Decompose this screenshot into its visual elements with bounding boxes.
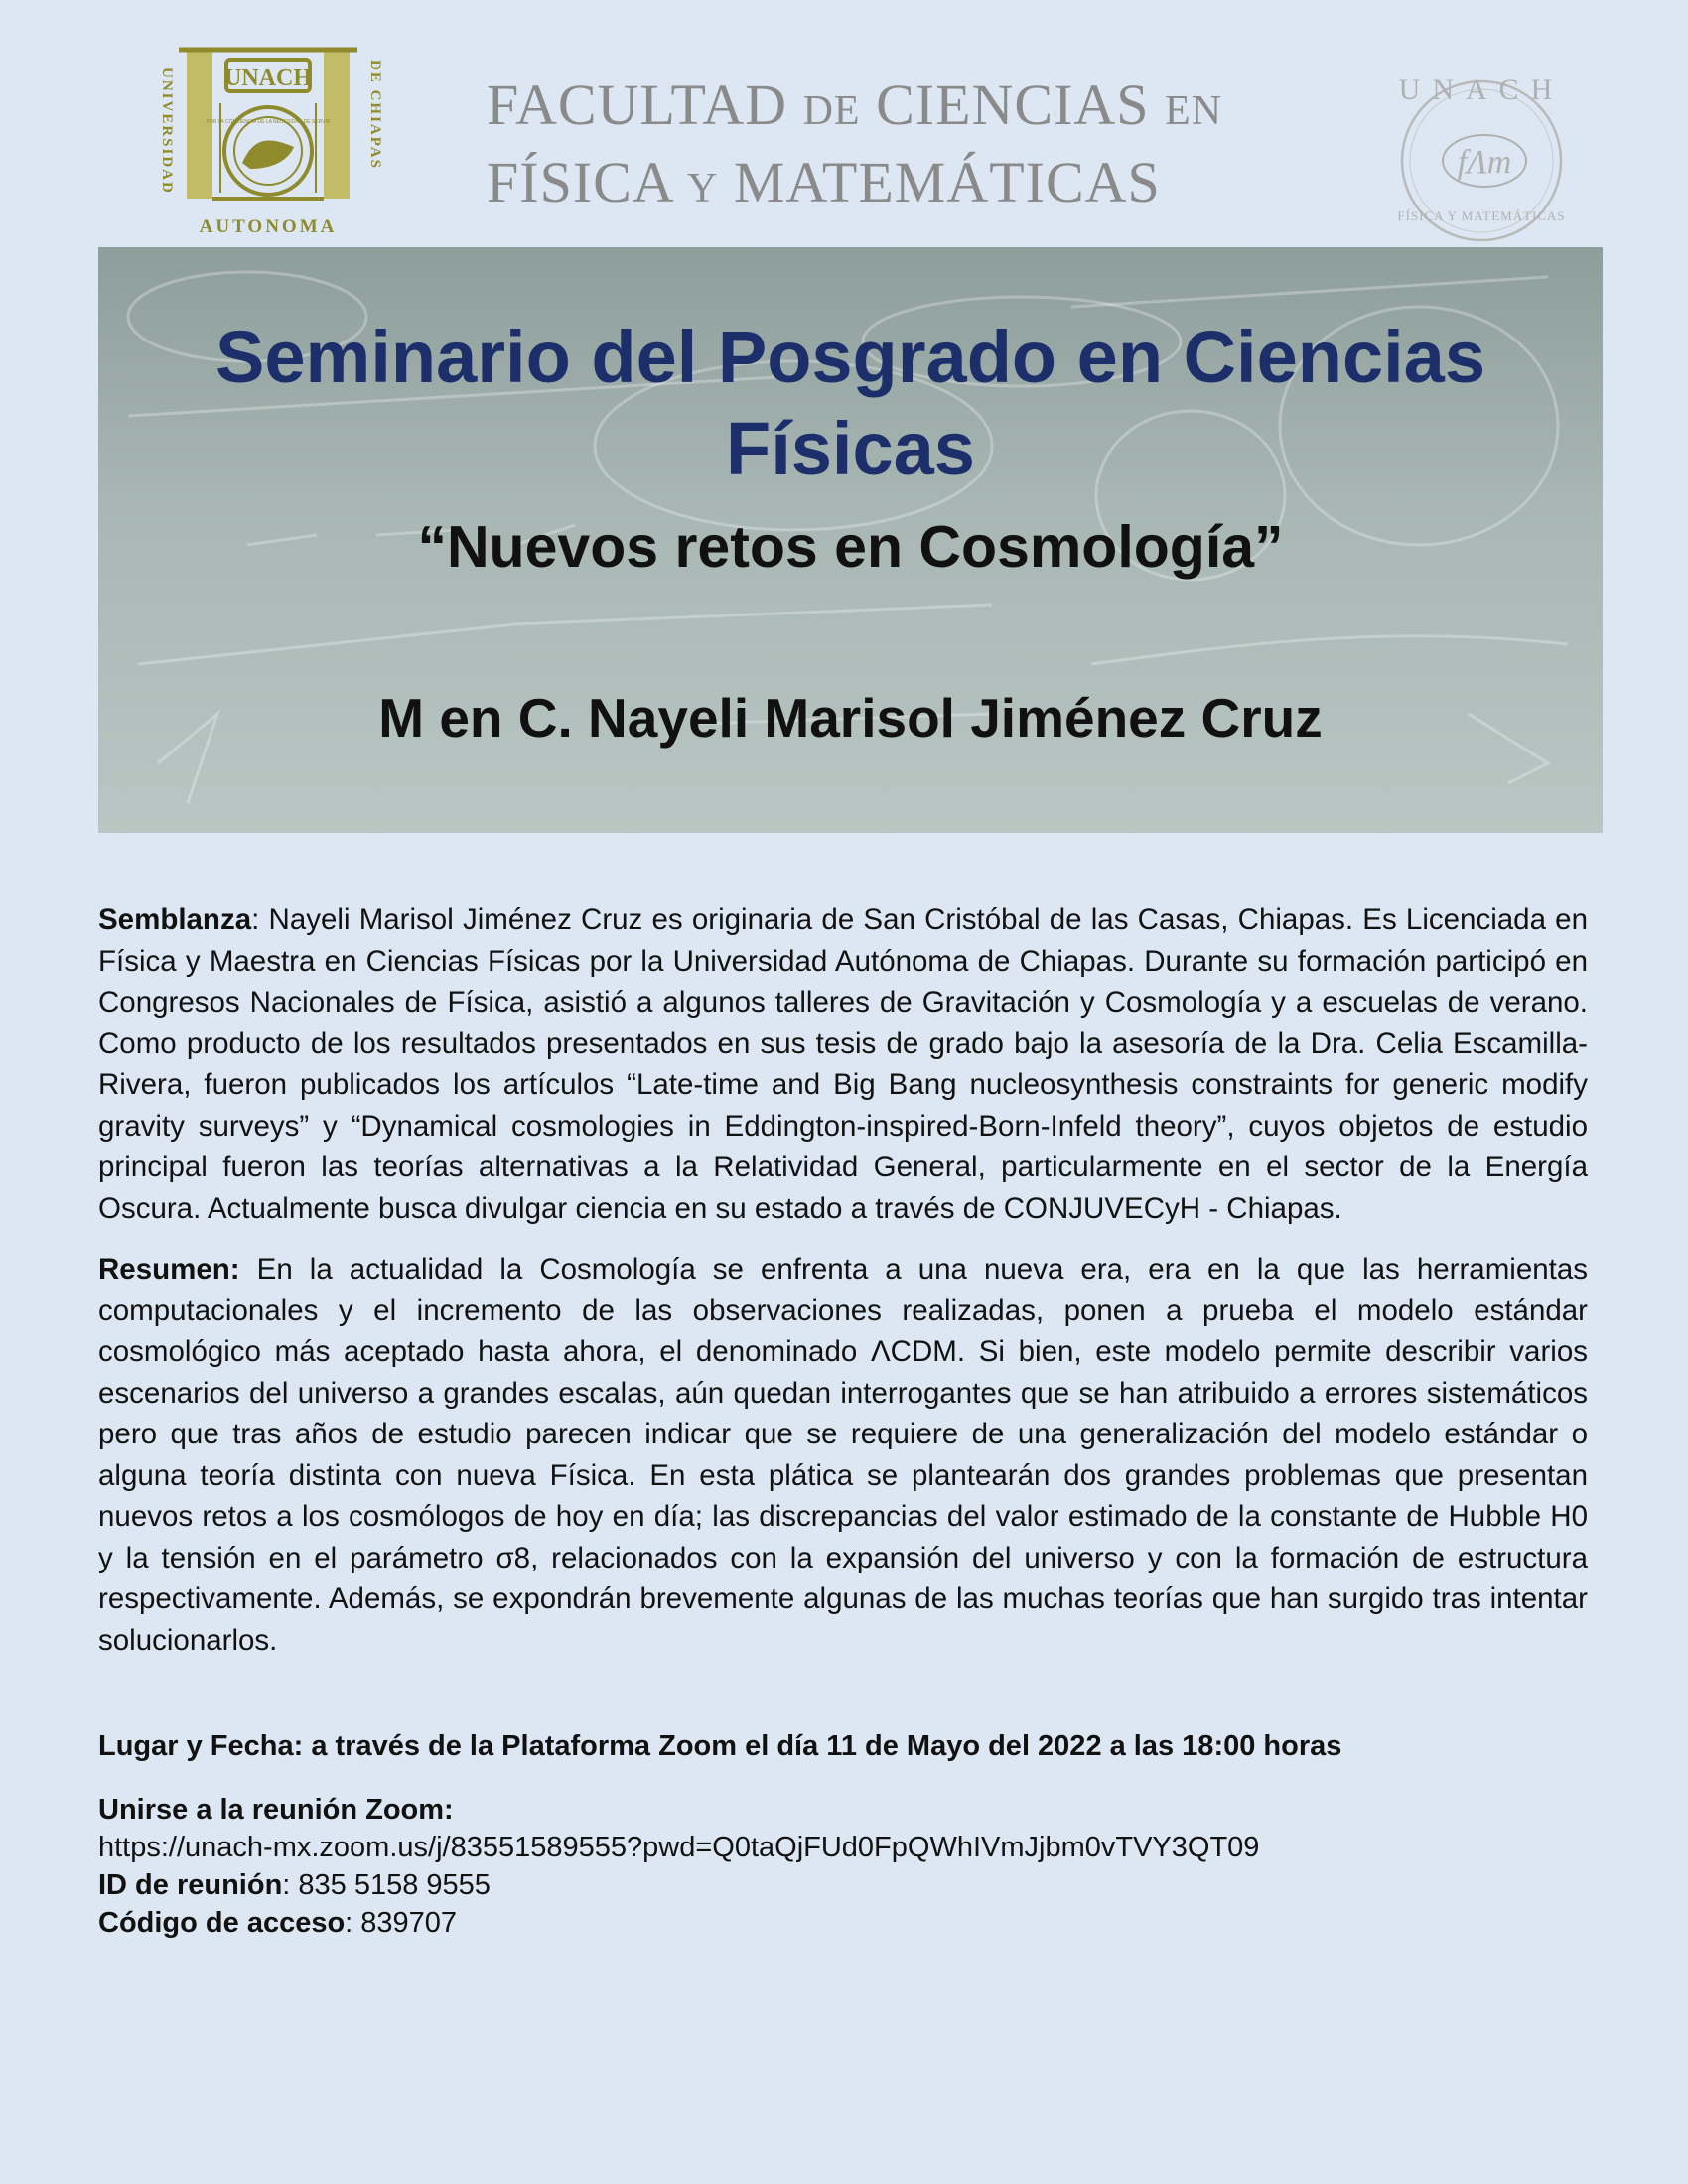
- zoom-join-label: Unirse a la reunión Zoom:: [98, 1794, 454, 1826]
- logo-seal-text: POR LA CONCIENCIA DE LA NECESIDAD DE SERVIR: [206, 119, 331, 125]
- resumen-paragraph: [98, 1249, 1588, 1661]
- faculty-word: FACULTAD: [487, 72, 788, 137]
- meeting-id-label: ID de reunión: [98, 1869, 283, 1901]
- body-text: [98, 899, 1588, 1681]
- zoom-link[interactable]: https://unach-mx.zoom.us/j/83551589555?pwd=Q0taQjFUd0FpQWhIVmJjbm0vTVY3QT09: [98, 1832, 1260, 1863]
- faculty-title: [487, 69, 1222, 224]
- seminar-title-line: Seminario del Posgrado en Ciencias: [215, 316, 1485, 398]
- faculty-word: CIENCIAS: [876, 72, 1150, 137]
- meeting-id-value: : 835 5158 9555: [282, 1869, 491, 1901]
- lugar-fecha: Lugar y Fecha: a través de la Plataforma Zoom el día 11 de Mayo del 2022 a las 18:00 horas: [98, 1730, 1342, 1762]
- faculty-word: FÍSICA: [487, 150, 672, 214]
- faculty-word: DE: [802, 88, 861, 134]
- logo-arc-left-text: UNIVERSIDAD: [159, 68, 175, 195]
- fcfm-logo-top: UNACH: [1398, 73, 1565, 106]
- fcfm-logo-bottom: FÍSICA Y MATEMÁTICAS: [1397, 208, 1566, 223]
- logo-badge-text: UNACH: [224, 66, 312, 91]
- fcfm-logo: [1375, 69, 1589, 243]
- faculty-word: EN: [1165, 88, 1223, 134]
- semblanza-paragraph: [98, 899, 1588, 1229]
- logo-bottom-text: AUTONOMA: [199, 216, 338, 237]
- hero-banner: [98, 247, 1603, 833]
- speaker-name: M en C. Nayeli Marisol Jiménez Cruz: [378, 687, 1323, 749]
- talk-title: “Nuevos retos en Cosmología”: [417, 514, 1284, 580]
- faculty-word: Y: [687, 166, 719, 211]
- access-code-value: : 839707: [345, 1907, 458, 1939]
- zoom-info: [98, 1791, 1588, 1942]
- event-details: [98, 1727, 1588, 1765]
- resumen-text: En la actualidad la Cosmología se enfrenta a una nueva era, era en la que las herramientas computacionales y el incremento de las observaciones realizadas, ponen a prueba el modelo estándar cosmológico más aceptado hasta ahora, el denominado ΛCDM. Si bien, este modelo permite describir varios escenarios del universo a grandes escalas, aún quedan interrogantes que se han atribuido a errores sistemáticos pero que tras años de estudio parecen indicar que se requiere de una generalización del modelo estándar o alguna teoría distinta con nueva Física. En esta plática se plantearán dos grandes problemas que presentan nuevos retos a los cosmólogos de hoy en día; las discrepancias del valor estimado de la constante de Hubble H0 y la tensión en el parámetro σ8, relacionados con la expansión del universo y con la formación de estructura respectivamente. Además, se expondrán brevemente algunas de las muchas teorías que han surgido tras intentar solucionarlos.: [98, 1253, 1588, 1657]
- semblanza-label: Semblanza: [98, 903, 252, 936]
- fcfm-logo-center: fΛm: [1457, 144, 1512, 181]
- access-code-label: Código de acceso: [98, 1907, 346, 1939]
- unach-logo: [139, 44, 397, 242]
- resumen-label: Resumen:: [98, 1253, 240, 1286]
- faculty-word: MATEMÁTICAS: [733, 150, 1161, 214]
- seminar-title-line: Físicas: [726, 407, 975, 489]
- semblanza-text: : Nayeli Marisol Jiménez Cruz es originaria de San Cristóbal de las Casas, Chiapas. Es Licenciada en Física y Maestra en Ciencias Físicas por la Universidad Autónoma de Chiapas. Durante su formación participó en Congresos Nacionales de Física, asistió a algunos talleres de Gravitación y Cosmología y a escuelas de verano. Como producto de los resultados presentados en sus tesis de grado bajo la asesoría de la Dra. Celia Escamilla-Rivera, fueron publicados los artículos “Late-time and Big Bang nucleosynthesis constraints for generic modify gravity surveys” y “Dynamical cosmologies in Eddington-inspired-Born-Infeld theory”, cuyos objetos de estudio principal fueron las teorías alternativas a la Relatividad General, particularmente en el sector de la Energía Oscura. Actualmente busca divulgar ciencia en su estado a través de CONJUVECyH - Chiapas.: [98, 903, 1588, 1225]
- logo-arc-right-text: DE CHIAPAS: [367, 60, 383, 170]
- seminar-title: [98, 312, 1603, 494]
